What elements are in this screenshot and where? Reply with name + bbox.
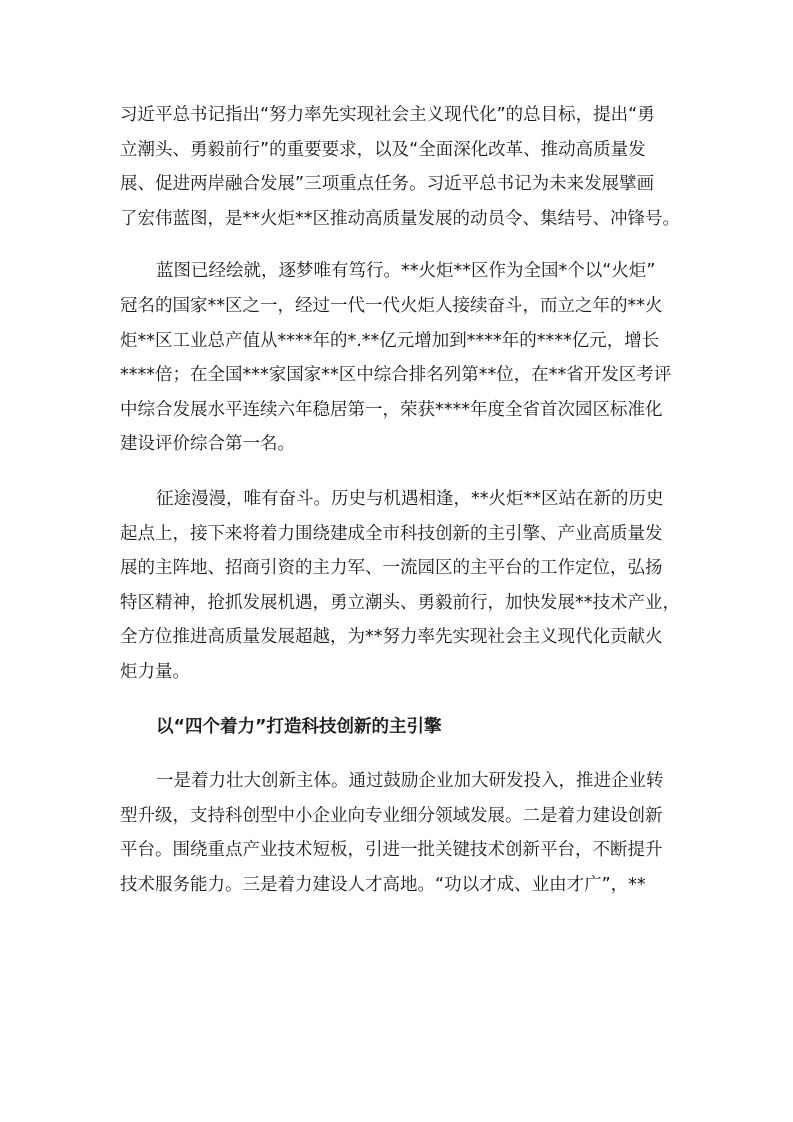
text-line: 展、促进两岸融合发展”三项重点任务。习近平总书记为未来发展擘画 xyxy=(120,174,655,195)
text-line: 蓝图已经绘就，逐梦唯有笃行。**火炬**区作为全国*个以“火炬” xyxy=(156,261,656,282)
text-line: 了宏伟蓝图，是**火炬**区推动高质量发展的动员令、集结号、冲锋号。 xyxy=(120,208,680,229)
paragraph-2 xyxy=(120,254,676,462)
text-line: 炬力量。 xyxy=(120,661,190,682)
text-line: 起点上，接下来将着力围绕建成全市科技创新的主引擎、产业高质量发 xyxy=(120,523,663,544)
text-line: ****倍；在全国***家国家**区中综合排名列第**位，在**省开发区考评 xyxy=(120,365,672,386)
text-line: 征途漫漫，唯有奋斗。历史与机遇相逢，**火炬**区站在新的历史 xyxy=(156,488,664,509)
paragraph-3 xyxy=(120,482,680,690)
text-line: 中综合发展水平连续六年稳居第一，荣获****年度全省首次园区标准化 xyxy=(120,399,663,420)
paragraph-1 xyxy=(120,98,680,236)
document-page xyxy=(120,98,680,902)
text-line: 一是着力壮大创新主体。通过鼓励企业加大研发投入，推进企业转 xyxy=(156,771,664,792)
text-line: 建设评价综合第一名。 xyxy=(120,434,295,455)
section-heading: 以“四个着力”打造科技创新的主引擎 xyxy=(156,716,442,737)
paragraph-4 xyxy=(120,764,676,902)
text-line: 展的主阵地、招商引资的主力军、一流园区的主平台的工作定位，弘扬 xyxy=(120,558,663,579)
text-line: 全方位推进高质量发展超越，为**努力率先实现社会主义现代化贡献火 xyxy=(120,627,663,648)
text-line: 技术服务能力。三是着力建设人才高地。“功以才成、业由才广”，** xyxy=(120,874,646,895)
text-line: 炬**区工业总产值从****年的*.**亿元增加到****年的****亿元，增长 xyxy=(120,330,660,351)
text-line: 立潮头、勇毅前行”的重要要求，以及“全面深化改革、推动高质量发 xyxy=(120,139,646,160)
text-line: 习近平总书记指出“努力率先实现社会主义现代化”的总目标，提出“勇 xyxy=(120,105,655,125)
text-line: 型升级，支持科创型中小企业向专业细分领域发展。二是着力建设创新 xyxy=(120,805,663,826)
text-line: 平台。围绕重点产业技术短板，引进一批关键技术创新平台，不断提升 xyxy=(120,840,663,861)
text-line: 特区精神，抢抓发展机遇，勇立潮头、勇毅前行，加快发展**技术产业， xyxy=(120,592,680,613)
text-line: 冠名的国家**区之一，经过一代一代火炬人接续奋斗，而立之年的**火 xyxy=(120,295,663,316)
